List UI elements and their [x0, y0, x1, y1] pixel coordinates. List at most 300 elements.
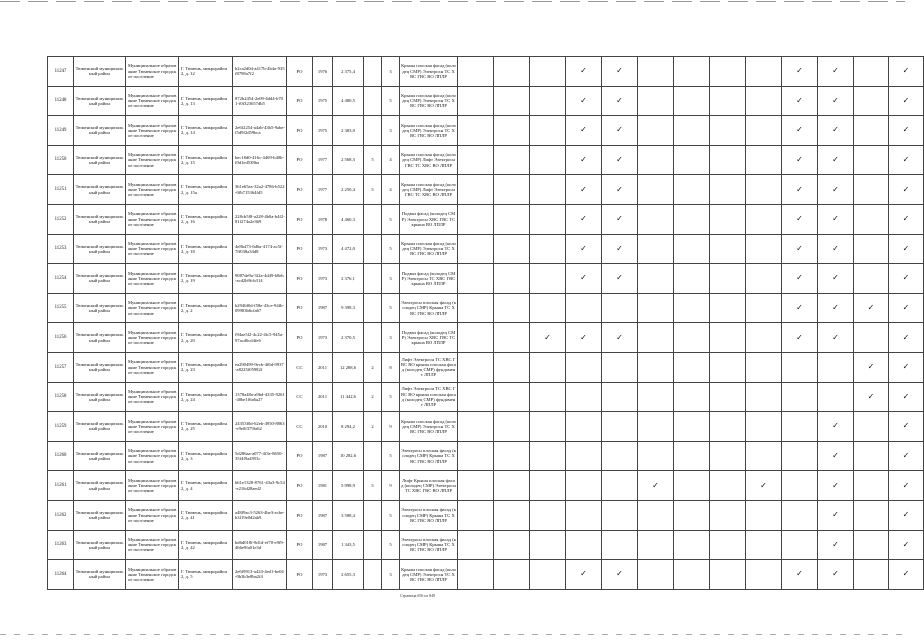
work-flag-cell	[458, 234, 494, 264]
check-mark-icon: ✓	[580, 184, 587, 194]
work-flag-cell	[674, 352, 710, 382]
work-flag-cell	[602, 352, 638, 382]
work-flag-cell	[566, 86, 602, 116]
work-flag-cell	[818, 116, 854, 146]
work-flag-cell	[566, 530, 602, 560]
area-cell: 2 568,3	[333, 145, 364, 175]
work-flag-cell	[638, 293, 674, 323]
owner-cell: Муниципальное образование Тюменское городское поселение	[126, 471, 179, 501]
fias-code-cell: 872b2454-2e09-4dd4-b701-f0f323657db5	[233, 86, 287, 116]
entrances-cell: 5	[382, 441, 400, 471]
check-mark-icon: ✓	[832, 273, 839, 283]
work-flag-cell	[854, 530, 889, 560]
work-flag-cell	[530, 352, 566, 382]
work-flag-cell	[494, 530, 530, 560]
work-flag-cell	[494, 560, 530, 590]
work-flag-cell	[746, 323, 782, 353]
work-flag-cell	[602, 116, 638, 146]
work-flag-cell	[638, 145, 674, 175]
work-flag-cell	[710, 57, 746, 87]
work-flag-cell	[674, 234, 710, 264]
owner-cell: Муниципальное образование Тюменское городское поселение	[126, 293, 179, 323]
work-flag-cell	[494, 57, 530, 87]
owner-cell: Муниципальное образование Тюменское городское поселение	[126, 382, 179, 412]
floors-cell: 2	[364, 412, 382, 442]
work-flag-cell	[638, 412, 674, 442]
works-cell: Подвал фасад (колодец СМР) Электросн ТС ХВС ГВС крыша ВО ЛПЛР	[400, 264, 458, 294]
work-flag-cell	[710, 145, 746, 175]
district-cell: Тюменский муниципальный район	[74, 500, 126, 530]
check-mark-icon: ✓	[580, 243, 587, 253]
work-flag-cell	[530, 471, 566, 501]
year-cell: 2011	[313, 382, 333, 412]
floors-cell	[364, 264, 382, 294]
works-cell: Электросн плоская фасад (колодец СМР) Крыша ТС ХВС ГВС ВО ЛПЛР	[400, 293, 458, 323]
district-cell: Тюменский муниципальный район	[74, 116, 126, 146]
work-flag-cell	[818, 352, 854, 382]
row-number: 11249	[48, 116, 74, 146]
work-flag-cell	[458, 145, 494, 175]
district-cell: Тюменский муниципальный район	[74, 293, 126, 323]
address-cell: Г. Тюмень, микрорайон 2, д. 15а	[179, 175, 233, 205]
floors-cell	[364, 204, 382, 234]
fund-form-cell: СС	[287, 352, 313, 382]
district-cell: Тюменский муниципальный район	[74, 204, 126, 234]
check-mark-icon: ✓	[832, 243, 839, 253]
check-mark-icon: ✓	[902, 480, 910, 490]
work-flag-cell	[602, 293, 638, 323]
row-number: 11262	[48, 500, 74, 530]
floors-cell	[364, 293, 382, 323]
year-cell: 1987	[313, 441, 333, 471]
address-cell: Г. Тюмень, микрорайон 2, д. 41	[179, 500, 233, 530]
works-cell: Крыша плоская фасад (колодец СМР) Электросн ТС ХВС ГВС ВО ЛПЛР	[400, 116, 458, 146]
works-cell: Подвал фасад (колодец СМР) Электросн ХВС ГВС ТС крыша ВО ЛПЛР	[400, 323, 458, 353]
work-flag-cell	[494, 352, 530, 382]
table-row	[48, 412, 924, 442]
work-flag-cell	[494, 234, 530, 264]
work-flag-cell	[746, 530, 782, 560]
work-flag-cell	[782, 441, 818, 471]
work-flag-cell	[494, 116, 530, 146]
work-flag-cell	[566, 560, 602, 590]
fund-form-cell: РО	[287, 264, 313, 294]
fund-form-cell: РО	[287, 293, 313, 323]
work-flag-cell	[494, 500, 530, 530]
work-flag-cell	[818, 264, 854, 294]
address-cell: Г. Тюмень, микрорайон 2, д. 16	[179, 204, 233, 234]
table-row	[48, 145, 924, 175]
work-flag-cell	[889, 293, 924, 323]
address-cell: Г. Тюмень, микрорайон 2, д. 25	[179, 412, 233, 442]
district-cell: Тюменский муниципальный район	[74, 412, 126, 442]
work-flag-cell	[602, 204, 638, 234]
work-flag-cell	[494, 86, 530, 116]
work-flag-cell	[782, 204, 818, 234]
entrances-cell: 4	[382, 145, 400, 175]
owner-cell: Муниципальное образование Тюменское городское поселение	[126, 352, 179, 382]
row-number: 11253	[48, 234, 74, 264]
work-flag-cell	[889, 500, 924, 530]
entrances-cell: 5	[382, 204, 400, 234]
work-flag-cell	[818, 234, 854, 264]
works-cell: Крыша плоская фасад (колодец СМР) Электросн ТС ХВС ГВС ВО ЛПЛР	[400, 57, 458, 87]
works-cell: Электросн плоская фасад (колодец СМР) Крыша ТС ХВС ГВС ВО ЛПЛР	[400, 530, 458, 560]
work-flag-cell	[674, 560, 710, 590]
work-flag-cell	[746, 204, 782, 234]
work-flag-cell	[746, 382, 782, 412]
work-flag-cell	[602, 57, 638, 87]
area-cell: 4 460,3	[333, 204, 364, 234]
works-cell: Крыша плоская фасад (колодец СМР) Электросн ТС ХВС ГВС ВО ЛПЛР	[400, 234, 458, 264]
work-flag-cell	[710, 116, 746, 146]
work-flag-cell	[782, 323, 818, 353]
work-flag-cell	[710, 204, 746, 234]
work-flag-cell	[782, 382, 818, 412]
work-flag-cell	[889, 441, 924, 471]
year-cell: 2011	[313, 352, 333, 382]
work-flag-cell	[602, 500, 638, 530]
check-mark-icon: ✓	[902, 303, 910, 313]
check-mark-icon: ✓	[832, 66, 839, 76]
work-flag-cell	[854, 412, 889, 442]
district-cell: Тюменский муниципальный район	[74, 560, 126, 590]
check-mark-icon: ✓	[832, 125, 839, 135]
fias-code-cell: bd6d018f-8d1d-ef70-e9f9-466e9fa01e3d	[233, 530, 287, 560]
address-cell: Г. Тюмень, микрорайон 2, д. 4	[179, 471, 233, 501]
work-flag-cell	[710, 264, 746, 294]
table-row	[48, 204, 924, 234]
year-cell: 1987	[313, 293, 333, 323]
table-row	[48, 57, 924, 87]
work-flag-cell	[782, 560, 818, 590]
work-flag-cell	[710, 352, 746, 382]
check-mark-icon: ✓	[616, 569, 623, 579]
work-flag-cell	[602, 264, 638, 294]
work-flag-cell	[674, 145, 710, 175]
works-cell: Крыша плоская фасад (колодец СМР) Лифт Электросн ГВС ТС ХВС ВО ЛПЛР	[400, 145, 458, 175]
work-flag-cell	[889, 86, 924, 116]
year-cell: 1975	[313, 116, 333, 146]
work-flag-cell	[458, 471, 494, 501]
entrances-cell: 3	[382, 560, 400, 590]
check-mark-icon: ✓	[902, 569, 910, 579]
work-flag-cell	[530, 530, 566, 560]
work-flag-cell	[710, 471, 746, 501]
area-cell: 2 250,4	[333, 175, 364, 205]
check-mark-icon: ✓	[616, 66, 623, 76]
fias-code-cell: b61e1328-8761-43a3-9c54-e216d28aed2	[233, 471, 287, 501]
check-mark-icon: ✓	[796, 66, 803, 76]
check-mark-icon: ✓	[616, 214, 623, 224]
work-flag-cell	[710, 530, 746, 560]
check-mark-icon: ✓	[616, 184, 623, 194]
district-cell: Тюменский муниципальный район	[74, 441, 126, 471]
owner-cell: Муниципальное образование Тюменское городское поселение	[126, 175, 179, 205]
check-mark-icon: ✓	[616, 155, 623, 165]
work-flag-cell	[602, 175, 638, 205]
work-flag-cell	[710, 382, 746, 412]
fund-form-cell: РО	[287, 116, 313, 146]
work-flag-cell	[746, 352, 782, 382]
check-mark-icon: ✓	[832, 214, 839, 224]
check-mark-icon: ✓	[580, 66, 587, 76]
floors-cell	[364, 323, 382, 353]
work-flag-cell	[818, 145, 854, 175]
work-flag-cell	[674, 471, 710, 501]
table-row	[48, 441, 924, 471]
year-cell: 1987	[313, 530, 333, 560]
district-cell: Тюменский муниципальный район	[74, 234, 126, 264]
work-flag-cell	[782, 352, 818, 382]
work-flag-cell	[818, 382, 854, 412]
row-number: 11252	[48, 204, 74, 234]
work-flag-cell	[638, 382, 674, 412]
work-flag-cell	[889, 352, 924, 382]
work-flag-cell	[566, 352, 602, 382]
work-flag-cell	[458, 530, 494, 560]
area-cell: 8 294,2	[333, 412, 364, 442]
work-flag-cell	[746, 57, 782, 87]
work-flag-cell	[674, 175, 710, 205]
row-number: 11250	[48, 145, 74, 175]
area-cell: 5 998,9	[333, 471, 364, 501]
work-flag-cell	[566, 382, 602, 412]
work-flag-cell	[854, 175, 889, 205]
scan-top-edge	[0, 1, 905, 2]
work-flag-cell	[566, 175, 602, 205]
floors-cell	[364, 116, 382, 146]
work-flag-cell	[494, 293, 530, 323]
work-flag-cell	[638, 86, 674, 116]
work-flag-cell	[746, 560, 782, 590]
owner-cell: Муниципальное образование Тюменское городское поселение	[126, 560, 179, 590]
work-flag-cell	[458, 175, 494, 205]
district-cell: Тюменский муниципальный район	[74, 323, 126, 353]
fias-code-cell: bec18d0-416c-4469-b40b-f0d1ed538ba	[233, 145, 287, 175]
year-cell: 1981	[313, 471, 333, 501]
address-cell: Г. Тюмень, микрорайон 2, д. 12	[179, 57, 233, 87]
work-flag-cell	[566, 234, 602, 264]
work-flag-cell	[782, 175, 818, 205]
floors-cell: 5	[364, 471, 382, 501]
fund-form-cell: СС	[287, 412, 313, 442]
work-flag-cell	[889, 145, 924, 175]
work-flag-cell	[854, 86, 889, 116]
work-flag-cell	[818, 530, 854, 560]
work-flag-cell	[854, 57, 889, 87]
work-flag-cell	[818, 293, 854, 323]
address-cell: Г. Тюмень, микрорайон 2, д. 3	[179, 441, 233, 471]
district-cell: Тюменский муниципальный район	[74, 86, 126, 116]
fias-code-cell: 5d286aa-a077-4f3e-8650-35f4f9a4953c	[233, 441, 287, 471]
fias-code-cell: 2e6f9913-a424-4ed1-be04-0b3b3e8ba2f4	[233, 560, 287, 590]
work-flag-cell	[566, 264, 602, 294]
fias-code-cell: 4e8b473-6d6a-4174-ac5f-7ff038a34d8	[233, 234, 287, 264]
work-flag-cell	[638, 530, 674, 560]
check-mark-icon: ✓	[760, 480, 767, 490]
check-mark-icon: ✓	[580, 569, 587, 579]
work-flag-cell	[746, 441, 782, 471]
work-flag-cell	[530, 382, 566, 412]
owner-cell: Муниципальное образование Тюменское городское поселение	[126, 145, 179, 175]
floors-cell	[364, 86, 382, 116]
work-flag-cell	[854, 323, 889, 353]
area-cell: 4 472,0	[333, 234, 364, 264]
work-flag-cell	[889, 412, 924, 442]
work-flag-cell	[782, 145, 818, 175]
check-mark-icon: ✓	[832, 184, 839, 194]
work-flag-cell	[674, 57, 710, 87]
check-mark-icon: ✓	[580, 125, 587, 135]
work-flag-cell	[854, 204, 889, 234]
floors-cell: 5	[364, 145, 382, 175]
work-flag-cell	[638, 471, 674, 501]
check-mark-icon: ✓	[832, 480, 839, 490]
entrances-cell: 5	[382, 234, 400, 264]
work-flag-cell	[458, 560, 494, 590]
work-flag-cell	[458, 500, 494, 530]
check-mark-icon: ✓	[796, 155, 803, 165]
table-row	[48, 471, 924, 501]
row-number: 11259	[48, 412, 74, 442]
fias-code-cell: 361e65ea-32a2-4786-b522-0fb715364fd5	[233, 175, 287, 205]
check-mark-icon: ✓	[796, 184, 803, 194]
district-cell: Тюменский муниципальный район	[74, 57, 126, 87]
work-flag-cell	[854, 352, 889, 382]
row-number: 11248	[48, 86, 74, 116]
work-flag-cell	[494, 441, 530, 471]
work-flag-cell	[674, 204, 710, 234]
check-mark-icon: ✓	[616, 95, 623, 105]
work-flag-cell	[746, 86, 782, 116]
fias-code-cell: 1378a48a-a9bd-4335-9261-40be1f6a6a27	[233, 382, 287, 412]
work-flag-cell	[530, 293, 566, 323]
work-flag-cell	[566, 293, 602, 323]
fund-form-cell: РО	[287, 560, 313, 590]
fund-form-cell: РО	[287, 530, 313, 560]
work-flag-cell	[458, 382, 494, 412]
check-mark-icon: ✓	[867, 303, 875, 313]
work-flag-cell	[854, 382, 889, 412]
entrances-cell: 4	[382, 175, 400, 205]
entrances-cell: 5	[382, 530, 400, 560]
work-flag-cell	[566, 116, 602, 146]
work-flag-cell	[746, 175, 782, 205]
work-flag-cell	[530, 57, 566, 87]
row-number: 11263	[48, 530, 74, 560]
work-flag-cell	[458, 323, 494, 353]
check-mark-icon: ✓	[580, 332, 587, 342]
work-flag-cell	[746, 471, 782, 501]
table-row	[48, 264, 924, 294]
area-cell: 2 375,4	[333, 57, 364, 87]
floors-cell	[364, 234, 382, 264]
owner-cell: Муниципальное образование Тюменское городское поселение	[126, 116, 179, 146]
fund-form-cell: СС	[287, 382, 313, 412]
work-flag-cell	[494, 264, 530, 294]
work-flag-cell	[746, 234, 782, 264]
owner-cell: Муниципальное образование Тюменское городское поселение	[126, 441, 179, 471]
work-flag-cell	[458, 441, 494, 471]
floors-cell	[364, 530, 382, 560]
work-flag-cell	[530, 145, 566, 175]
entrances-cell: 5	[382, 382, 400, 412]
work-flag-cell	[746, 412, 782, 442]
row-number: 11258	[48, 382, 74, 412]
work-flag-cell	[782, 530, 818, 560]
address-cell: Г. Тюмень, микрорайон 2, д. 18	[179, 234, 233, 264]
table-row	[48, 530, 924, 560]
work-flag-cell	[818, 412, 854, 442]
owner-cell: Муниципальное образование Тюменское городское поселение	[126, 264, 179, 294]
works-cell: Крыша плоская фасад (колодец СМР) Лифт Электросн ГВС ТС ХВС ВО ЛПЛР	[400, 175, 458, 205]
work-flag-cell	[566, 471, 602, 501]
work-flag-cell	[530, 116, 566, 146]
work-flag-cell	[818, 204, 854, 234]
row-number: 11256	[48, 323, 74, 353]
owner-cell: Муниципальное образование Тюменское городское поселение	[126, 86, 179, 116]
check-mark-icon: ✓	[796, 214, 803, 224]
check-mark-icon: ✓	[796, 273, 803, 283]
year-cell: 1975	[313, 86, 333, 116]
check-mark-icon: ✓	[867, 391, 875, 401]
work-flag-cell	[889, 116, 924, 146]
work-flag-cell	[818, 175, 854, 205]
year-cell: 1973	[313, 560, 333, 590]
table-row	[48, 86, 924, 116]
work-flag-cell	[710, 86, 746, 116]
work-flag-cell	[638, 116, 674, 146]
table-row	[48, 382, 924, 412]
work-flag-cell	[494, 204, 530, 234]
entrances-cell: 8	[382, 352, 400, 382]
work-flag-cell	[782, 412, 818, 442]
check-mark-icon: ✓	[796, 569, 803, 579]
work-flag-cell	[710, 175, 746, 205]
district-cell: Тюменский муниципальный район	[74, 530, 126, 560]
address-cell: Г. Тюмень, микрорайон 2, д. 19	[179, 264, 233, 294]
work-flag-cell	[530, 323, 566, 353]
check-mark-icon: ✓	[902, 332, 910, 342]
works-cell: Крыша плоская фасад (колодец СМР) Электросн ТС ХВС ГВС ВО ЛПЛР	[400, 560, 458, 590]
check-mark-icon: ✓	[902, 95, 910, 105]
work-flag-cell	[818, 57, 854, 87]
work-flag-cell	[602, 145, 638, 175]
works-cell: Электросн плоская фасад (колодец СМР) Крыша ТС ХВС ГВС ВО ЛПЛР	[400, 441, 458, 471]
work-flag-cell	[710, 412, 746, 442]
check-mark-icon: ✓	[796, 125, 803, 135]
check-mark-icon: ✓	[796, 332, 803, 342]
work-flag-cell	[566, 441, 602, 471]
year-cell: 1973	[313, 264, 333, 294]
check-mark-icon: ✓	[902, 125, 910, 135]
year-cell: 1978	[313, 204, 333, 234]
entrances-cell: 3	[382, 116, 400, 146]
check-mark-icon: ✓	[902, 391, 910, 401]
work-flag-cell	[602, 323, 638, 353]
check-mark-icon: ✓	[832, 451, 839, 461]
area-cell: 4 480,5	[333, 86, 364, 116]
area-cell: 2 655,3	[333, 560, 364, 590]
fias-code-cell: f94ae5f2-4c22-4fc5-945a-97acd6cd4fe6	[233, 323, 287, 353]
check-mark-icon: ✓	[902, 66, 910, 76]
work-flag-cell	[530, 204, 566, 234]
check-mark-icon: ✓	[902, 155, 910, 165]
floors-cell: 5	[364, 175, 382, 205]
fund-form-cell: РО	[287, 323, 313, 353]
check-mark-icon: ✓	[580, 273, 587, 283]
